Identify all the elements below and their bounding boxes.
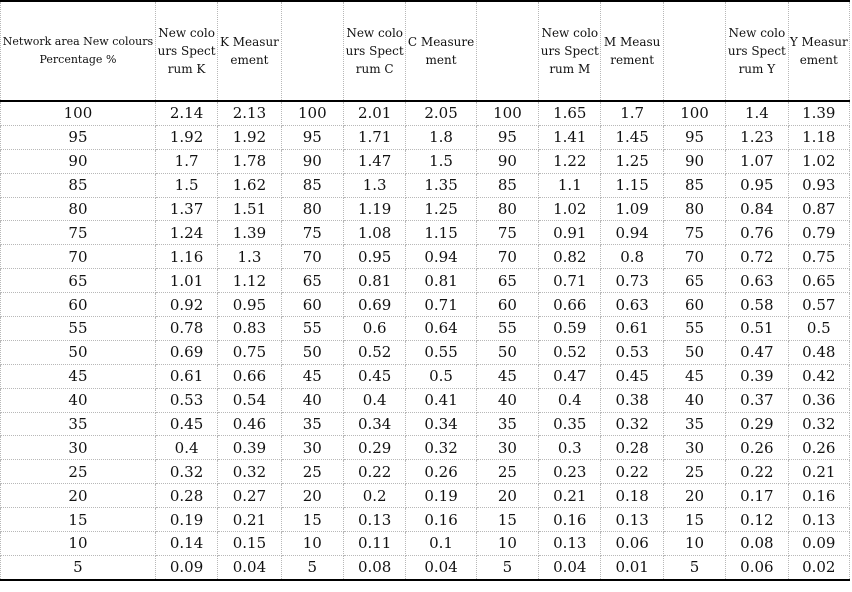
table-cell: 0.94	[406, 245, 476, 269]
table-cell: 70	[476, 245, 538, 269]
table-row	[1, 340, 850, 364]
table-cell: 80	[663, 197, 725, 221]
table-cell: 15	[663, 508, 725, 532]
table-cell: 1.5	[406, 149, 476, 173]
table-cell: 95	[476, 125, 538, 149]
table-cell: 1.24	[155, 221, 217, 245]
table-cell: 0.4	[343, 388, 405, 412]
table-cell: 0.42	[788, 364, 849, 388]
table-row	[1, 508, 850, 532]
table-cell: 0.28	[601, 436, 663, 460]
table-cell: 1.16	[155, 245, 217, 269]
table-cell: 0.26	[788, 436, 849, 460]
table-cell: 95	[281, 125, 343, 149]
table-cell: 0.08	[726, 532, 788, 556]
table-cell: 25	[1, 460, 156, 484]
table-cell: 1.71	[343, 125, 405, 149]
table-cell: 0.4	[539, 388, 601, 412]
table-cell: 1.4	[726, 101, 788, 125]
table-cell: 0.83	[218, 317, 281, 341]
table-cell: 1.19	[343, 197, 405, 221]
table-row	[1, 197, 850, 221]
table-row	[1, 173, 850, 197]
table-cell: 0.71	[539, 269, 601, 293]
table-cell: 1.25	[601, 149, 663, 173]
table-cell: 60	[1, 293, 156, 317]
table-row	[1, 388, 850, 412]
table-cell: 0.16	[539, 508, 601, 532]
table-cell: 0.19	[155, 508, 217, 532]
table-cell: 0.84	[726, 197, 788, 221]
table-row	[1, 364, 850, 388]
table-cell: 25	[663, 460, 725, 484]
table-cell: 1.62	[218, 173, 281, 197]
table-cell: 35	[1, 412, 156, 436]
table-row	[1, 317, 850, 341]
table-cell: 0.94	[601, 221, 663, 245]
table-cell: 0.06	[726, 555, 788, 579]
table-cell: 2.14	[155, 101, 217, 125]
table-cell: 65	[663, 269, 725, 293]
table-cell: 50	[476, 340, 538, 364]
table-cell: 30	[476, 436, 538, 460]
table-cell: 0.61	[601, 317, 663, 341]
table-cell: 1.3	[343, 173, 405, 197]
table-cell: 0.17	[726, 484, 788, 508]
table-cell: 0.32	[218, 460, 281, 484]
header-spectrum-y: New colours Spectrum Y	[726, 1, 788, 101]
table-cell: 2.01	[343, 101, 405, 125]
table-cell: 40	[476, 388, 538, 412]
header-measurement-k: K Measurement	[218, 1, 281, 101]
table-cell: 95	[663, 125, 725, 149]
table-cell: 1.65	[539, 101, 601, 125]
table-cell: 1.39	[788, 101, 849, 125]
header-network-area: Network area New colours Percentage %	[1, 1, 156, 101]
table-cell: 1.09	[601, 197, 663, 221]
table-cell: 0.53	[601, 340, 663, 364]
table-row	[1, 269, 850, 293]
table-cell: 0.39	[726, 364, 788, 388]
table-cell: 95	[1, 125, 156, 149]
table-cell: 55	[281, 317, 343, 341]
table-cell: 45	[663, 364, 725, 388]
table-cell: 0.45	[601, 364, 663, 388]
table-cell: 0.06	[601, 532, 663, 556]
header-blank-2	[476, 1, 538, 101]
table-cell: 0.14	[155, 532, 217, 556]
table-cell: 20	[663, 484, 725, 508]
table-cell: 0.32	[601, 412, 663, 436]
table-cell: 80	[476, 197, 538, 221]
table-cell: 5	[1, 555, 156, 579]
table-cell: 1.5	[155, 173, 217, 197]
header-measurement-c: C Measurement	[406, 1, 476, 101]
table-cell: 0.82	[539, 245, 601, 269]
table-cell: 100	[476, 101, 538, 125]
table-row	[1, 555, 850, 579]
table-cell: 0.35	[539, 412, 601, 436]
table-cell: 1.92	[155, 125, 217, 149]
table-cell: 0.04	[539, 555, 601, 579]
table-cell: 0.55	[406, 340, 476, 364]
table-cell: 1.37	[155, 197, 217, 221]
table-cell: 100	[281, 101, 343, 125]
table-cell: 0.41	[406, 388, 476, 412]
table-cell: 15	[281, 508, 343, 532]
table-cell: 65	[281, 269, 343, 293]
table-cell: 0.26	[726, 436, 788, 460]
table-cell: 0.39	[218, 436, 281, 460]
table-cell: 45	[476, 364, 538, 388]
table-cell: 0.21	[218, 508, 281, 532]
table-cell: 0.29	[343, 436, 405, 460]
table-cell: 10	[663, 532, 725, 556]
table-cell: 0.93	[788, 173, 849, 197]
table-cell: 0.12	[726, 508, 788, 532]
table-row	[1, 484, 850, 508]
table-cell: 1.51	[218, 197, 281, 221]
table-cell: 0.81	[406, 269, 476, 293]
table-cell: 5	[663, 555, 725, 579]
table-cell: 0.13	[601, 508, 663, 532]
table-cell: 0.92	[155, 293, 217, 317]
table-cell: 0.64	[406, 317, 476, 341]
table-cell: 1.3	[218, 245, 281, 269]
table-cell: 1.7	[155, 149, 217, 173]
table-cell: 0.13	[343, 508, 405, 532]
table-cell: 85	[476, 173, 538, 197]
table-cell: 0.27	[218, 484, 281, 508]
table-cell: 0.71	[406, 293, 476, 317]
table-cell: 0.19	[406, 484, 476, 508]
table-cell: 90	[281, 149, 343, 173]
table-cell: 75	[1, 221, 156, 245]
table-cell: 1.25	[406, 197, 476, 221]
table-cell: 1.47	[343, 149, 405, 173]
table-cell: 1.1	[539, 173, 601, 197]
table-cell: 1.8	[406, 125, 476, 149]
table-cell: 0.22	[343, 460, 405, 484]
table-cell: 20	[476, 484, 538, 508]
table-cell: 1.22	[539, 149, 601, 173]
table-cell: 0.21	[788, 460, 849, 484]
table-cell: 0.95	[218, 293, 281, 317]
table-cell: 25	[476, 460, 538, 484]
table-cell: 25	[281, 460, 343, 484]
table-cell: 0.15	[218, 532, 281, 556]
table-cell: 85	[281, 173, 343, 197]
table-cell: 0.69	[343, 293, 405, 317]
table-cell: 0.63	[726, 269, 788, 293]
table-cell: 35	[281, 412, 343, 436]
table-cell: 1.41	[539, 125, 601, 149]
table-cell: 0.65	[788, 269, 849, 293]
table-cell: 0.18	[601, 484, 663, 508]
table-cell: 60	[281, 293, 343, 317]
table-cell: 1.78	[218, 149, 281, 173]
table-cell: 0.45	[155, 412, 217, 436]
table-cell: 2.05	[406, 101, 476, 125]
header-row	[1, 1, 850, 101]
table-cell: 0.09	[788, 532, 849, 556]
table-cell: 0.63	[601, 293, 663, 317]
table-cell: 40	[663, 388, 725, 412]
table-cell: 1.02	[788, 149, 849, 173]
header-spectrum-c: New colours Spectrum C	[343, 1, 405, 101]
table-cell: 0.66	[218, 364, 281, 388]
table-cell: 1.15	[406, 221, 476, 245]
table-cell: 90	[476, 149, 538, 173]
table-row	[1, 532, 850, 556]
table-cell: 90	[663, 149, 725, 173]
table-cell: 0.69	[155, 340, 217, 364]
table-cell: 1.35	[406, 173, 476, 197]
table-cell: 1.7	[601, 101, 663, 125]
table-cell: 0.1	[406, 532, 476, 556]
table-cell: 0.47	[726, 340, 788, 364]
table-cell: 0.75	[218, 340, 281, 364]
table-row	[1, 149, 850, 173]
table-cell: 0.54	[218, 388, 281, 412]
table-cell: 5	[281, 555, 343, 579]
table-cell: 0.73	[601, 269, 663, 293]
table-cell: 0.95	[726, 173, 788, 197]
table-cell: 0.08	[343, 555, 405, 579]
table-cell: 30	[1, 436, 156, 460]
table-cell: 2.13	[218, 101, 281, 125]
table-cell: 35	[663, 412, 725, 436]
table-cell: 0.32	[788, 412, 849, 436]
table-cell: 0.16	[788, 484, 849, 508]
table-cell: 75	[281, 221, 343, 245]
table-cell: 0.22	[726, 460, 788, 484]
table-cell: 0.38	[601, 388, 663, 412]
header-blank-3	[663, 1, 725, 101]
table-cell: 85	[1, 173, 156, 197]
table-cell: 0.47	[539, 364, 601, 388]
table-cell: 0.78	[155, 317, 217, 341]
table-cell: 60	[476, 293, 538, 317]
table-cell: 0.95	[343, 245, 405, 269]
table-cell: 0.02	[788, 555, 849, 579]
table-cell: 0.59	[539, 317, 601, 341]
table-cell: 0.91	[539, 221, 601, 245]
table-cell: 0.34	[343, 412, 405, 436]
table-cell: 10	[1, 532, 156, 556]
table-cell: 55	[663, 317, 725, 341]
table-cell: 0.58	[726, 293, 788, 317]
table-cell: 0.36	[788, 388, 849, 412]
table-cell: 70	[1, 245, 156, 269]
table-cell: 0.23	[539, 460, 601, 484]
table-cell: 65	[1, 269, 156, 293]
table-cell: 1.39	[218, 221, 281, 245]
table-cell: 40	[281, 388, 343, 412]
table-cell: 1.02	[539, 197, 601, 221]
header-spectrum-m: New colours Spectrum M	[539, 1, 601, 101]
table-row	[1, 101, 850, 125]
table-cell: 0.22	[601, 460, 663, 484]
table-cell: 85	[663, 173, 725, 197]
table-cell: 10	[281, 532, 343, 556]
table-cell: 0.4	[155, 436, 217, 460]
table-cell: 55	[476, 317, 538, 341]
table-cell: 0.5	[788, 317, 849, 341]
table-cell: 0.37	[726, 388, 788, 412]
table-row	[1, 412, 850, 436]
table-cell: 1.15	[601, 173, 663, 197]
table-cell: 0.13	[539, 532, 601, 556]
table-cell: 0.53	[155, 388, 217, 412]
table-cell: 0.04	[218, 555, 281, 579]
table-row	[1, 125, 850, 149]
table-cell: 15	[476, 508, 538, 532]
table-cell: 1.23	[726, 125, 788, 149]
table-cell: 0.2	[343, 484, 405, 508]
table-cell: 80	[1, 197, 156, 221]
table-cell: 0.01	[601, 555, 663, 579]
table-cell: 0.16	[406, 508, 476, 532]
table-cell: 0.04	[406, 555, 476, 579]
table-row	[1, 245, 850, 269]
table-cell: 50	[663, 340, 725, 364]
table-cell: 40	[1, 388, 156, 412]
table-cell: 0.61	[155, 364, 217, 388]
table-cell: 60	[663, 293, 725, 317]
table-cell: 0.6	[343, 317, 405, 341]
table-cell: 0.87	[788, 197, 849, 221]
table-cell: 75	[476, 221, 538, 245]
table-cell: 100	[1, 101, 156, 125]
table-cell: 0.72	[726, 245, 788, 269]
table-cell: 45	[1, 364, 156, 388]
table-cell: 0.51	[726, 317, 788, 341]
table-cell: 1.18	[788, 125, 849, 149]
header-measurement-y: Y Measurement	[788, 1, 849, 101]
table-cell: 1.45	[601, 125, 663, 149]
header-spectrum-k: New colours Spectrum K	[155, 1, 217, 101]
header-measurement-m: M Measurement	[601, 1, 663, 101]
table-cell: 1.92	[218, 125, 281, 149]
table-cell: 15	[1, 508, 156, 532]
table-cell: 0.66	[539, 293, 601, 317]
table-cell: 0.34	[406, 412, 476, 436]
table-cell: 90	[1, 149, 156, 173]
table-cell: 0.79	[788, 221, 849, 245]
table-cell: 0.13	[788, 508, 849, 532]
table-cell: 0.32	[406, 436, 476, 460]
table-cell: 20	[281, 484, 343, 508]
table-cell: 75	[663, 221, 725, 245]
table-row	[1, 221, 850, 245]
table-cell: 5	[476, 555, 538, 579]
table-cell: 30	[281, 436, 343, 460]
table-cell: 0.75	[788, 245, 849, 269]
table-row	[1, 293, 850, 317]
table-cell: 1.08	[343, 221, 405, 245]
table-cell: 0.29	[726, 412, 788, 436]
table-cell: 100	[663, 101, 725, 125]
table-cell: 1.07	[726, 149, 788, 173]
table-cell: 70	[663, 245, 725, 269]
table-cell: 0.52	[343, 340, 405, 364]
table-cell: 0.52	[539, 340, 601, 364]
table-cell: 0.28	[155, 484, 217, 508]
table-cell: 50	[281, 340, 343, 364]
table-cell: 0.3	[539, 436, 601, 460]
table-cell: 0.45	[343, 364, 405, 388]
table-cell: 0.21	[539, 484, 601, 508]
table-cell: 65	[476, 269, 538, 293]
table-cell: 0.76	[726, 221, 788, 245]
table-cell: 0.57	[788, 293, 849, 317]
table-cell: 0.32	[155, 460, 217, 484]
table-cell: 0.8	[601, 245, 663, 269]
table-body	[1, 101, 850, 580]
table-cell: 0.46	[218, 412, 281, 436]
table-row	[1, 460, 850, 484]
table-cell: 55	[1, 317, 156, 341]
table-cell: 0.5	[406, 364, 476, 388]
table-cell: 0.81	[343, 269, 405, 293]
table-cell: 35	[476, 412, 538, 436]
table-cell: 0.26	[406, 460, 476, 484]
table-row	[1, 436, 850, 460]
table-cell: 10	[476, 532, 538, 556]
header-blank-1	[281, 1, 343, 101]
table-cell: 0.11	[343, 532, 405, 556]
table-cell: 80	[281, 197, 343, 221]
table-cell: 1.12	[218, 269, 281, 293]
table-cell: 0.48	[788, 340, 849, 364]
table-cell: 50	[1, 340, 156, 364]
table-cell: 45	[281, 364, 343, 388]
table-cell: 0.09	[155, 555, 217, 579]
table-cell: 20	[1, 484, 156, 508]
table-cell: 1.01	[155, 269, 217, 293]
table-cell: 70	[281, 245, 343, 269]
table-cell: 30	[663, 436, 725, 460]
